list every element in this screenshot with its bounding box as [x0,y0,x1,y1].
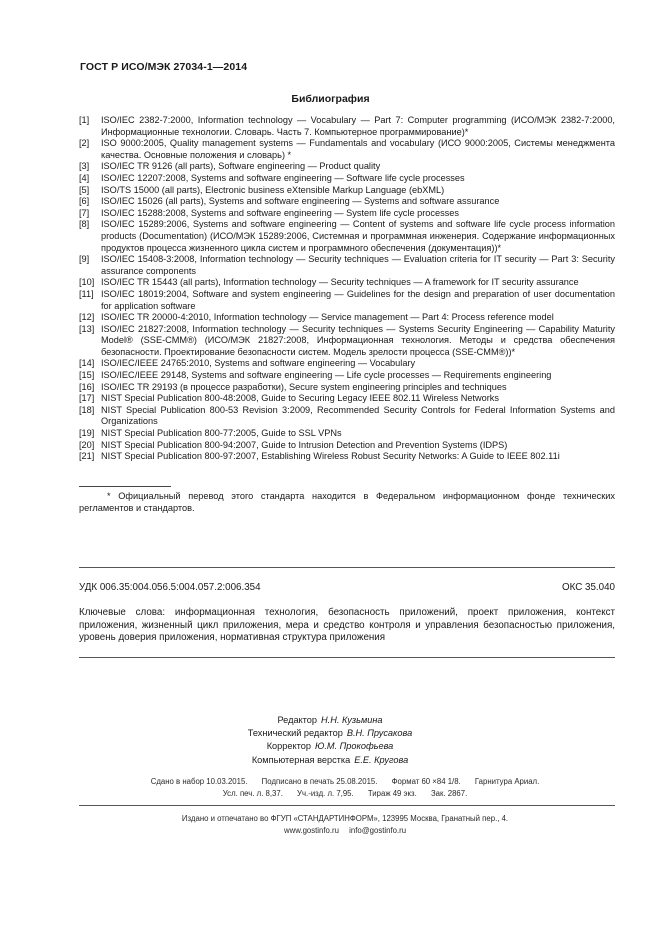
item-number: [14] [79,358,95,369]
item-text: ISO/IEC TR 20000-4:2010, Information technology — Service management — Part 4: Process reference model [101,312,554,323]
credit-role: Корректор [266,741,311,752]
item-number: [1] [79,115,90,125]
print-sheets: Усл. печ. л. 8,37. [222,789,283,798]
item-number: [11] [79,288,94,299]
print-order: Зак. 2867. [430,789,468,798]
publisher-email[interactable]: info@gostinfo.ru [349,826,407,835]
bibliography-item [79,254,615,277]
print-info-line-2 [100,788,590,800]
item-text: ISO/IEC/IEEE 24765:2010, Systems and software engineering — Vocabulary [101,358,416,369]
item-text: ISO/IEC TR 9126 (all parts), Software engineering — Product quality [101,161,381,172]
print-signed: Подписано в печать 25.08.2015. [261,777,378,786]
bibliography-item [79,208,615,220]
credit-name: Ю.М. Прокофьева [314,741,394,752]
item-text: ISO/IEC/IEEE 29148, Systems and software engineering — Life cycle processes — Requirements engineering [101,370,552,381]
item-number: [10] [79,277,95,288]
item-number: [20] [79,439,95,450]
bibliography-item [79,219,615,254]
oks-code: ОКС 35.040 [562,582,615,593]
bibliography-item [79,405,615,428]
section-divider [79,567,615,568]
credit-name: В.Н. Прусакова [346,728,413,739]
udk-code: УДК 006.35:004.056.5:004.057.2:006.354 [79,582,261,593]
bibliography-item [79,289,615,312]
item-number: [13] [79,323,95,334]
credit-technical-editor [150,727,510,740]
bibliography-item [79,324,615,359]
item-text: NIST Special Publication 800-97:2007, Establishing Wireless Robust Security Networks: A Guide to IEEE 802.11i [101,451,560,462]
section-divider [79,657,615,658]
item-number: [12] [79,312,95,323]
bibliography-item [79,370,615,382]
bibliography-item [79,173,615,185]
print-submitted: Сдано в набор 10.03.2015. [150,777,248,786]
item-text: ISO/IEC 15026 (all parts), Systems and software engineering — Systems and software assurance [101,196,500,207]
item-text: ISO/IEC 15289:2006, Systems and software engineering — Content of systems and software life cycle process information products (Documentation) (ИСО/МЭК 15289:2006, Системная и программная инженерия. Содержание информационных продуктов процесса жизненного цикла систем и программного обеспечения (документация))* [101,219,615,253]
bibliography-item [79,312,615,324]
bibliography-item [79,382,615,394]
print-typeface: Гарнитура Ариал. [474,777,540,786]
item-text: ISO 9000:2005, Quality management systems — Fundamentals and vocabulary (ИСО 9000:2005, Системы менеджмента качества. Основные положения и словарь) * [101,138,615,160]
publisher-contacts [100,825,590,837]
item-number: [2] [79,138,90,149]
keywords: Ключевые слова: информационная технология, безопасность приложений, проект приложения, контекст приложения, жизненный цикл приложения, мера и средство контроля и управления безопасностью приложения, уровень доверия приложения, нормативная структура приложения [79,607,615,644]
item-text: ISO/IEC 18019:2004, Software and system engineering — Guidelines for the design and preparation of user documentation for application software [101,288,615,311]
bibliography-title: Библиография [291,93,370,105]
bibliography-item [79,161,615,173]
publisher-website[interactable]: www.gostinfo.ru [283,826,339,835]
item-text: ISO/IEC TR 29193 (в процессе разработки), Secure system engineering principles and techniques [101,381,507,392]
print-info [100,776,590,800]
bibliography-item [79,277,615,289]
bibliography-item [79,440,615,452]
print-format: Формат 60 ×84 1/8. [391,777,461,786]
credit-role: Редактор [277,715,318,725]
item-text: NIST Special Publication 800-53 Revision 3:2009, Recommended Security Controls for Federal Information Systems and Organizations [101,404,615,427]
item-number: [15] [79,370,95,381]
print-edition-sheets: Уч.-изд. л. 7,95. [297,789,354,798]
bibliography-item [79,185,615,197]
footnote: * Официальный перевод этого стандарта находится в Федеральном информационном фонде технических регламентов и стандартов. [79,491,615,513]
item-text: ISO/IEC 21827:2008, Information technology — Security techniques — Systems Security Engineering — Capability Maturity Model® (SSE-CMM®) (ИСО/МЭК 21827:2008, Информационная технология. Методы и средства обеспечения безопасности. Проектирование безопасности систем. Модель зрелости процесса (SSE-CMM®))* [101,323,615,357]
item-number: [21] [79,451,95,462]
publisher-address: Издано и отпечатано во ФГУП «СТАНДАРТИНФОРМ», 123995 Москва, Гранатный пер., 4. [181,814,509,823]
credit-role: Технический редактор [247,728,343,739]
item-text: ISO/IEC 2382-7:2000, Information technology — Vocabulary — Part 7: Computer programming (ИСО/МЭК 2382-7:2000, Информационные технологии. Словарь. Часть 7. Компьютерное программирование)* [101,115,615,137]
item-text: ISO/IEC TR 15443 (all parts), Information technology — Security techniques — A framework for IT security assurance [101,277,579,288]
item-text: NIST Special Publication 800-48:2008, Guide to Securing Legacy IEEE 802.11 Wireless Networks [101,393,499,404]
item-number: [18] [79,404,95,415]
item-text: ISO/IEC 15408-3:2008, Information technology — Security techniques — Evaluation criteria for IT security — Part 3: Security assurance components [101,254,615,276]
item-text: ISO/IEC 15288:2008, Systems and software engineering — System life cycle processes [101,207,459,218]
item-number: [8] [79,219,90,230]
item-number: [5] [79,184,90,195]
bibliography-list [79,115,615,463]
credits [150,714,510,767]
section-divider [79,805,615,806]
item-number: [4] [79,172,90,183]
credit-name: Н.Н. Кузьмина [321,715,383,725]
document-header: ГОСТ Р ИСО/МЭК 27034-1—2014 [80,61,248,73]
item-number: [6] [79,196,90,207]
bibliography-item [79,428,615,440]
print-run: Тираж 49 экз. [367,789,417,798]
credit-role: Компьютерная верстка [251,754,351,765]
bibliography-item [79,115,615,138]
item-text: NIST Special Publication 800-94:2007, Guide to Intrusion Detection and Prevention Systems (IDPS) [101,439,508,450]
item-text: ISO/IEC 12207:2008, Systems and software engineering — Software life cycle processes [101,172,465,183]
item-number: [9] [79,254,90,265]
bibliography-item [79,451,615,463]
credit-layout [150,754,510,767]
bibliography-item [79,138,615,161]
item-text: NIST Special Publication 800-77:2005, Guide to SSL VPNs [101,428,342,439]
publisher-info [100,813,590,837]
item-number: [17] [79,393,95,404]
credit-editor [150,714,510,727]
credit-proofreader [150,740,510,753]
item-number: [16] [79,381,95,392]
item-number: [19] [79,428,95,439]
bibliography-item [79,358,615,370]
credit-name: Е.Е. Кругова [354,754,409,765]
item-number: [7] [79,207,90,218]
item-text: ISO/TS 15000 (all parts), Electronic business eXtensible Markup Language (ebXML) [101,184,445,195]
print-info-line-1 [100,776,590,788]
bibliography-item [79,393,615,405]
item-number: [3] [79,161,90,172]
bibliography-item [79,196,615,208]
footnote-divider [79,486,171,487]
